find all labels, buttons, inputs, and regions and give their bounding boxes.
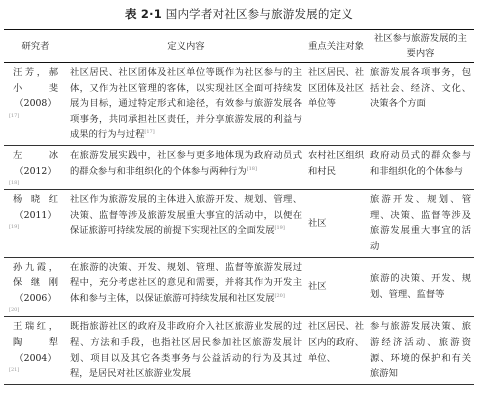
table-row [4, 317, 474, 384]
main-content-cell: 旅游开发、规划、管理、决策、监督等涉及旅游发展重大事宜的活动 [370, 194, 471, 252]
researcher-cell [4, 63, 67, 146]
researcher-cell [4, 317, 67, 384]
table-number: 表 2·1 [125, 7, 162, 21]
focus-object-cell: 农村社区组织和村民 [308, 149, 364, 177]
definition-text: 在旅游的决策、开发、规划、管理、监督等旅游发展过程中，充分考虑社区的意见和需要，并将其作为开发主体和参与主体，以保证旅游可持续发展和社区发展 [70, 261, 302, 304]
reference-mark: [19] [9, 224, 20, 231]
header-focus-object: 重点关注对象 [308, 40, 364, 52]
header-main-content: 社区参与旅游发展的主要内容 [374, 33, 467, 59]
definition-text: 既指旅游社区的政府及非政府介入社区旅游业发展的过程、方法和手段，也指社区居民参加社区旅游发展计划、项目以及其它各类事务与公益活动的行为及其过程，是居民对社区旅游业发展 [70, 321, 302, 380]
reference-mark: [21] [9, 367, 20, 374]
researcher-name: 王瑞红，陶犁 [13, 321, 58, 348]
definition-cell [67, 317, 305, 384]
focus-object-cell: 社区居民、社区内的政府、单位、 [308, 321, 364, 364]
researcher-name: 汪芳，郝小斐 [13, 67, 58, 94]
table-header-row [4, 30, 474, 63]
definitions-table [4, 29, 474, 385]
definition-cell [67, 257, 305, 317]
focus-object-cell: 社区 [308, 217, 327, 229]
header-definition: 定义内容 [167, 40, 205, 52]
table-row [4, 63, 474, 146]
definition-ref: [19] [274, 225, 285, 232]
definition-text: 在旅游发展实践中，社区参与更多地体现为政府动员式的群众参与和非组织化的个体参与两种行为 [70, 149, 302, 177]
researcher-year: （2004） [14, 352, 57, 364]
definition-cell [67, 63, 305, 146]
researcher-name: 杨晓红 [13, 194, 58, 206]
focus-object-cell: 社区居民、社区团体及社区单位等 [308, 67, 364, 110]
definition-text: 社区作为旅游发展的主体进入旅游开发、规划、管理、决策、监督等涉及旅游发展重大事宜的活动中，以便在保证旅游可持续发展的前提下实现社区的全面发展 [70, 194, 302, 237]
main-content-cell: 旅游的决策、开发、规划、管理、监督等 [370, 273, 471, 300]
researcher-name: 孙九霞，保继刚 [13, 261, 58, 289]
table-caption [0, 6, 478, 22]
reference-mark: [17] [9, 112, 20, 119]
researcher-year: （2012） [14, 165, 57, 177]
researcher-year: （2008） [14, 98, 57, 110]
researcher-cell [4, 257, 67, 317]
definition-cell [67, 190, 305, 257]
table-row [4, 257, 474, 317]
reference-mark: [20] [9, 307, 20, 314]
reference-mark: [18] [9, 180, 20, 187]
table-row [4, 145, 474, 189]
definition-ref: [18] [246, 165, 257, 172]
researcher-name: 左冰 [13, 149, 58, 161]
focus-object-cell: 社区 [308, 281, 327, 293]
definition-ref: [20] [274, 292, 285, 299]
researcher-year: （2006） [14, 292, 57, 304]
definition-ref: [17] [144, 129, 155, 136]
header-researcher: 研究者 [21, 40, 50, 52]
table-title: 国内学者对社区参与旅游发展的定义 [165, 7, 353, 21]
researcher-year: （2011） [14, 209, 57, 221]
main-content-cell: 参与旅游发展决策、旅游经济活动、旅游资源、环境的保护和有关旅游知 [370, 321, 471, 380]
definition-cell [67, 145, 305, 189]
main-content-cell: 旅游发展各项事务，包括社会、经济、文化、决策各个方面 [370, 67, 471, 110]
researcher-cell [4, 145, 67, 189]
main-content-cell: 政府动员式的群众参与和非组织化的个体参与 [370, 149, 471, 177]
researcher-cell [4, 190, 67, 257]
table-row [4, 190, 474, 257]
definition-text: 社区居民、社区团体及社区单位等既作为社区参与的主体，又作为社区管理的客体，以实现社区全面可持续发展为目标，通过特定形式和途径，有效参与旅游发展各项事务，共同承担社区责任，并分享旅游发展的利益与成果的行为与过程 [70, 67, 302, 141]
